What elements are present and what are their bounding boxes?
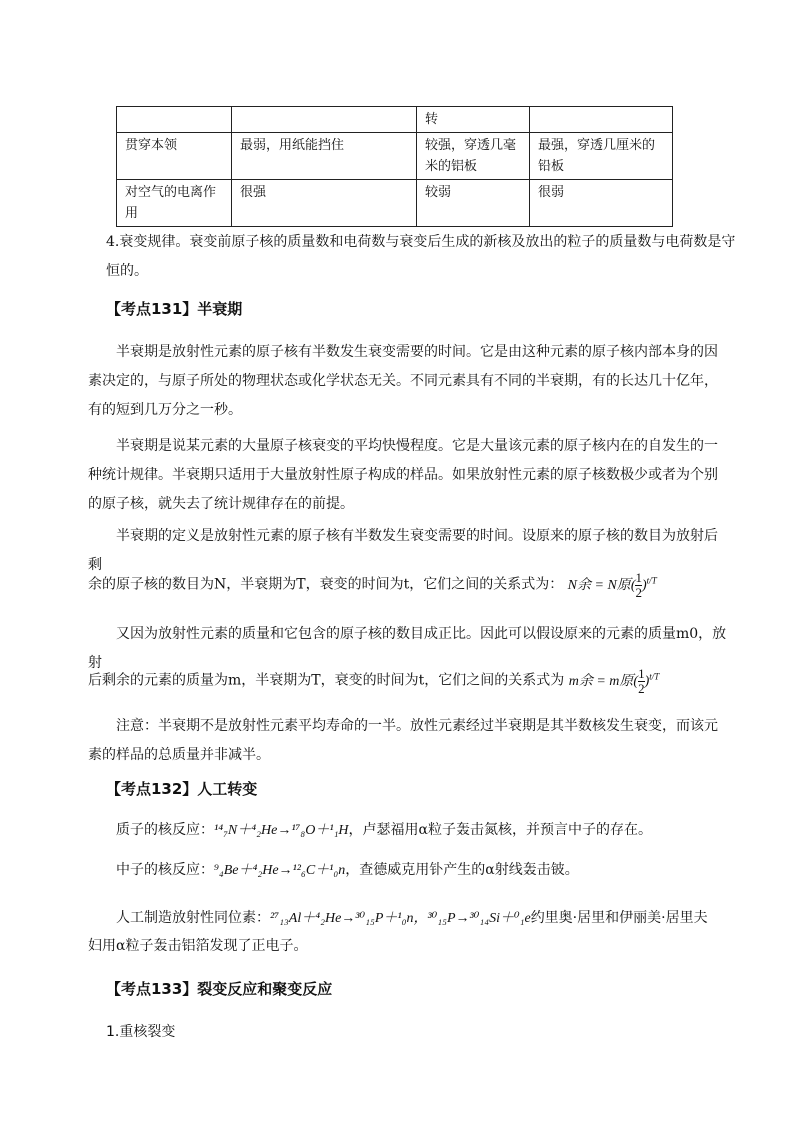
formula-line-1 xyxy=(88,566,728,600)
formula-line-2 xyxy=(88,662,728,696)
table-cell: 最弱，用纸能挡住 xyxy=(232,133,417,180)
proton-reaction-line: 质子的核反应：¹⁴₇N＋⁴₂He→¹⁷₈O＋¹₁H，卢瑟福用α粒子轰击氮核，并预言中子的存在。 xyxy=(116,822,652,838)
paragraph: 半衰期是放射性元素的原子核有半数发生衰变需要的时间。它是由这种元素的原子核内部本身的因素决定的，与原子所处的物理状态或化学状态无关。不同元素具有不同的半衰期，有的长达几十亿年，有的短到几万分之一秒。 xyxy=(88,344,718,418)
paragraph: 半衰期是说某元素的大量原子核衰变的平均快慢程度。它是大量该元素的原子核内在的自发生的一种统计规律。半衰期只适用于大量放射性原子构成的样品。如果放射性元素的原子核数极少或者为个别的原子核，就失去了统计规律存在的前提。 xyxy=(88,438,718,512)
subheading-fission: 1.重核裂变 xyxy=(106,1024,176,1040)
table-cell: 很弱 xyxy=(530,180,673,227)
neutron-equation: ⁹₄Be＋⁴₂He→¹²₆C＋¹₀n xyxy=(214,863,346,878)
paragraph: 又因为放射性元素的质量和它包含的原子核的数目成正比。因此可以假设原来的元素的质量m0，放射 xyxy=(88,626,727,671)
half-life-formula-count: N余 = N原( $\frac{1}{2}$ )$^{t/T}$ xyxy=(567,569,657,600)
proton-equation: ¹⁴₇N＋⁴₂He→¹⁷₈O＋¹₁H xyxy=(214,823,349,838)
decay-law-paragraph: 4.衰变规律。衰变前原子核的质量数和电荷数与衰变后生成的新核及放出的粒子的质量数与电荷数是守恒的。 xyxy=(106,234,736,279)
table-row xyxy=(117,180,673,227)
table-cell xyxy=(530,107,673,133)
artificial-isotope-line: 人工制造放射性同位素：²⁷₁₃Al＋⁴₂He→³⁰₁₅P＋¹₀n，³⁰₁₅P→³⁰₁₄Si＋⁰₁e约里奥·居里和伊丽美·居里夫 xyxy=(116,910,708,926)
section-heading-131: 【考点131】半衰期 xyxy=(106,300,243,318)
table-cell xyxy=(232,107,417,133)
neutron-reaction-line: 中子的核反应：⁹₄Be＋⁴₂He→¹²₆C＋¹₀n，查德威克用钋产生的α射线轰击铍。 xyxy=(116,862,579,878)
table-cell: 较弱 xyxy=(417,180,530,227)
table-cell: 转 xyxy=(417,107,530,133)
half-life-formula-mass: m余 = m原( $\frac{1}{2}$ )$^{t/T}$ xyxy=(568,665,660,696)
table-cell: 最强，穿透几厘米的铅板 xyxy=(530,133,673,180)
radiation-properties-table xyxy=(116,106,673,227)
table-cell: 对空气的电离作用 xyxy=(117,180,232,227)
section-heading-133: 【考点133】裂变反应和聚变反应 xyxy=(106,980,333,998)
paragraph: 妇用α粒子轰击铝箔发现了正电子。 xyxy=(88,938,308,954)
section-heading-132: 【考点132】人工转变 xyxy=(106,780,258,798)
table-cell: 很强 xyxy=(232,180,417,227)
table-row xyxy=(117,107,673,133)
table-cell xyxy=(117,107,232,133)
paragraph: 余的原子核的数目为N，半衰期为T，衰变的时间为t，它们之间的关系式为： xyxy=(88,576,564,593)
table-cell: 较强，穿透几毫米的铝板 xyxy=(417,133,530,180)
table-cell: 贯穿本领 xyxy=(117,133,232,180)
artificial-equation: ²⁷₁₃Al＋⁴₂He→³⁰₁₅P＋¹₀n，³⁰₁₅P→³⁰₁₄Si＋⁰₁e xyxy=(270,911,531,926)
paragraph: 半衰期的定义是放射性元素的原子核有半数发生衰变需要的时间。设原来的原子核的数目为放射后剩 xyxy=(88,528,718,573)
note-paragraph: 注意：半衰期不是放射性元素平均寿命的一半。放性元素经过半衰期是其半数核发生衰变，而该元素的样品的总质量并非减半。 xyxy=(88,718,718,763)
table-row xyxy=(117,133,673,180)
paragraph: 后剩余的元素的质量为m，半衰期为T，衰变的时间为t，它们之间的关系式为 xyxy=(88,672,565,689)
